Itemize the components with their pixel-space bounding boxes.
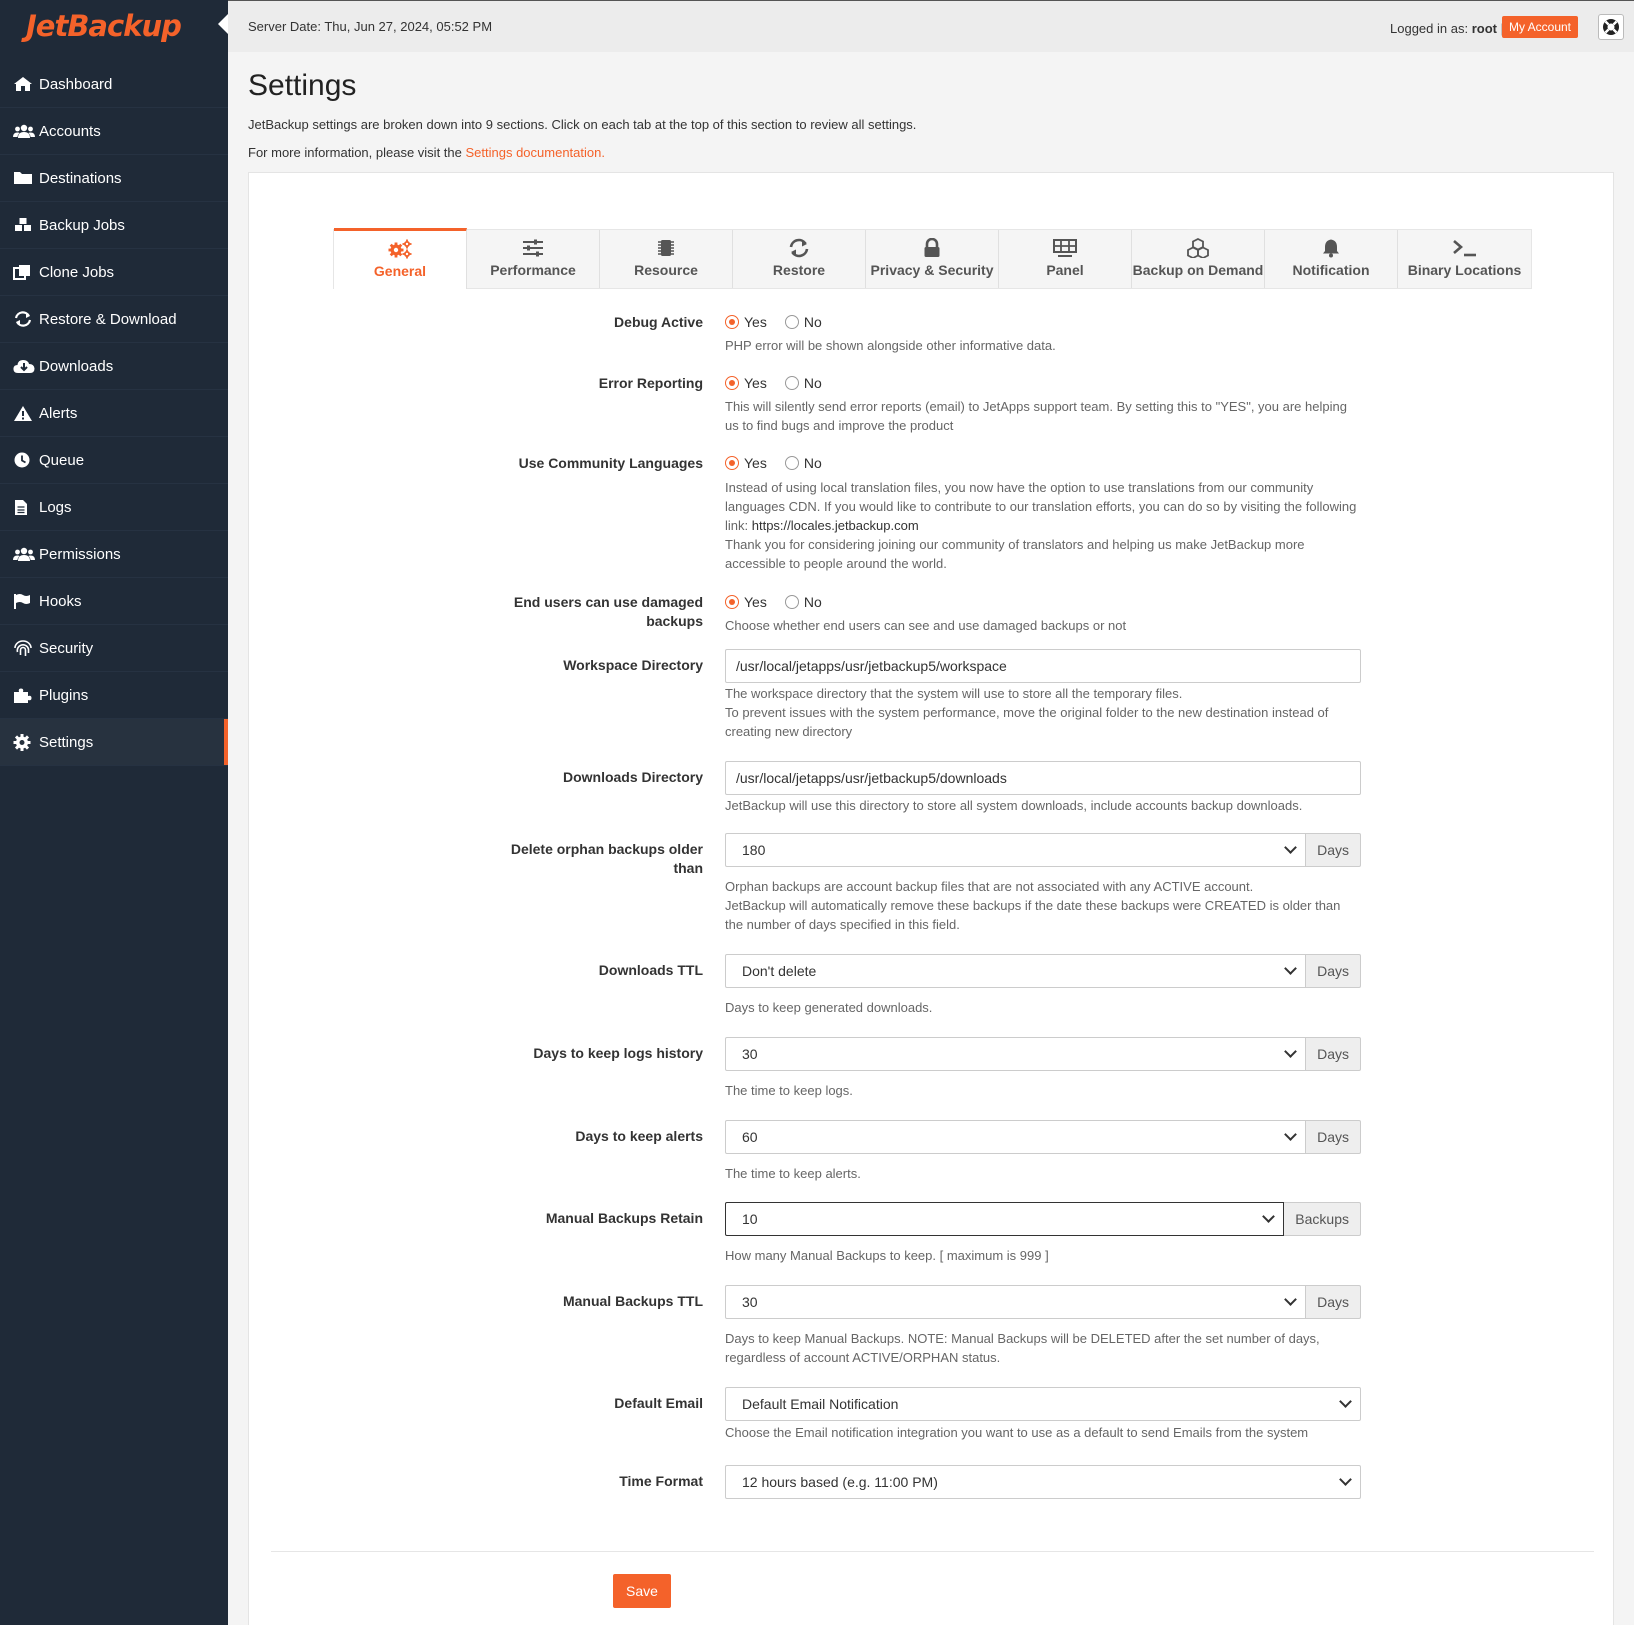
days-addon: Days (1306, 1037, 1361, 1071)
tab-binary-locations[interactable]: Binary Locations (1398, 230, 1531, 288)
workspace-directory-input[interactable]: /usr/local/jetapps/usr/jetbackup5/workspace (725, 649, 1361, 683)
sidebar-item-clone-jobs[interactable]: Clone Jobs (0, 249, 228, 296)
sidebar-item-queue[interactable]: Queue (0, 437, 228, 484)
warning-icon (13, 404, 35, 422)
setting-label: Days to keep alerts (575, 1128, 703, 1144)
tab-panel[interactable]: Panel (999, 230, 1132, 288)
cubes-icon (13, 216, 35, 234)
flag-icon (13, 592, 35, 610)
chevron-down-icon (1284, 841, 1297, 854)
sync-icon (788, 237, 810, 259)
panel-icon (1053, 237, 1077, 259)
setting-help: Days to keep Manual Backups. NOTE: Manual Backups will be DELETED after the set number of days, regardless of account ACTIVE/ORPHAN status. (725, 1331, 1320, 1365)
tab-notification[interactable]: Notification (1265, 230, 1398, 288)
sidebar-item-hooks[interactable]: Hooks (0, 578, 228, 625)
setting-help: JetBackup will use this directory to store all system downloads, include accounts backup downloads. (725, 798, 1303, 813)
community-yes-radio[interactable] (725, 456, 739, 470)
settings-tabs (333, 229, 1532, 289)
tab-general[interactable]: General (334, 228, 467, 289)
sidebar-item-backup-jobs[interactable]: Backup Jobs (0, 202, 228, 249)
cubes-icon (1187, 237, 1209, 259)
orphan-days-select[interactable]: 180 (725, 833, 1306, 867)
setting-help: PHP error will be shown alongside other informative data. (725, 338, 1056, 353)
sidebar-item-settings[interactable]: Settings (0, 719, 228, 766)
chevron-down-icon (1262, 1210, 1275, 1223)
days-addon: Days (1306, 954, 1361, 988)
manual-retain-select[interactable]: 10 (725, 1202, 1284, 1236)
bell-icon (1321, 237, 1341, 259)
server-date: Server Date: Thu, Jun 27, 2024, 05:52 PM (248, 19, 493, 34)
setting-label: Default Email (614, 1395, 703, 1411)
cloud-download-icon (13, 357, 35, 375)
chevron-down-icon (1284, 1128, 1297, 1141)
setting-help: The time to keep logs. (725, 1083, 853, 1098)
backups-addon: Backups (1284, 1202, 1361, 1236)
sliders-icon (522, 237, 544, 259)
clone-icon (13, 263, 35, 281)
setting-label: Workspace Directory (563, 657, 703, 673)
logo[interactable]: JetBackup (26, 9, 181, 43)
users-icon (13, 122, 35, 140)
downloads-directory-input[interactable]: /usr/local/jetapps/usr/jetbackup5/downloads (725, 761, 1361, 795)
error-reporting-no-radio[interactable] (785, 376, 799, 390)
setting-label: Days to keep logs history (533, 1045, 703, 1061)
page-more-info: For more information, please visit the Settings documentation. (248, 145, 605, 160)
error-reporting-yes-radio[interactable] (725, 376, 739, 390)
alerts-keep-select-group (725, 1120, 1361, 1154)
setting-help: Instead of using local translation files, you now have the option to use translations from our community languages CDN. If you would like to contribute to our translation efforts, you can do so by visiting the following link: https://locales.jetbackup.com (725, 480, 1357, 533)
setting-help-thanks: Thank you for considering joining our community of translators and helping us make JetBackup more accessible to people around the world. (725, 537, 1305, 571)
save-button[interactable]: Save (613, 1574, 671, 1608)
alerts-keep-select[interactable]: 60 (725, 1120, 1306, 1154)
setting-help: How many Manual Backups to keep. [ maximum is 999 ] (725, 1248, 1049, 1263)
setting-help: Orphan backups are account backup files that are not associated with any ACTIVE account. (725, 879, 1254, 894)
sidebar-item-accounts[interactable]: Accounts (0, 108, 228, 155)
logged-in-info: Logged in as: root (1390, 21, 1497, 36)
tab-restore[interactable]: Restore (733, 230, 866, 288)
sidebar-item-plugins[interactable]: Plugins (0, 672, 228, 719)
manual-retain-select-group (725, 1202, 1361, 1236)
folder-icon (13, 169, 35, 187)
logs-history-select-group (725, 1037, 1361, 1071)
setting-help: Choose the Email notification integration you want to use as a default to send Emails from the system (725, 1425, 1309, 1440)
setting-help: The workspace directory that the system will use to store all the temporary files. (725, 686, 1183, 701)
debug-no-radio[interactable] (785, 315, 799, 329)
chevron-down-icon (1339, 1473, 1352, 1486)
form-divider (271, 1551, 1594, 1552)
sidebar-collapse-toggle[interactable] (218, 14, 228, 34)
home-icon (13, 75, 35, 93)
debug-radio-group: Yes No (725, 313, 1361, 331)
setting-help-2: JetBackup will automatically remove these backups if the date these backups were CREATED is older than the number of days specified in this field. (725, 898, 1341, 932)
sidebar-item-destinations[interactable]: Destinations (0, 155, 228, 202)
setting-label: Time Format (619, 1473, 703, 1489)
error-reporting-radio-group: Yes No (725, 374, 1361, 392)
sidebar-item-alerts[interactable]: Alerts (0, 390, 228, 437)
tab-backup-on-demand[interactable]: Backup on Demand (1132, 230, 1265, 288)
downloads-ttl-select-group (725, 954, 1361, 988)
support-lifering-icon[interactable] (1598, 14, 1624, 40)
sidebar-item-security[interactable]: Security (0, 625, 228, 672)
damaged-yes-radio[interactable] (725, 595, 739, 609)
sidebar-item-dashboard[interactable]: Dashboard (0, 61, 228, 108)
tab-performance[interactable]: Performance (467, 230, 600, 288)
setting-label: Delete orphan backups older than (510, 841, 703, 876)
sync-icon (13, 310, 35, 328)
setting-label: Manual Backups Retain (545, 1210, 703, 1226)
days-addon: Days (1306, 833, 1361, 867)
logs-history-select[interactable]: 30 (725, 1037, 1306, 1071)
sidebar-nav (0, 61, 228, 766)
setting-label: End users can use damaged backups (513, 594, 703, 629)
chevron-down-icon (1284, 1045, 1297, 1058)
fingerprint-icon (13, 639, 35, 657)
sidebar-item-downloads[interactable]: Downloads (0, 343, 228, 390)
setting-label: Use Community Languages (518, 455, 703, 471)
sidebar (0, 0, 228, 1625)
manual-ttl-select-group (725, 1285, 1361, 1319)
locales-link[interactable]: https://locales.jetbackup.com (751, 518, 919, 533)
gear-icon (13, 733, 35, 751)
setting-label: Error Reporting (598, 375, 703, 391)
chip-icon (655, 237, 677, 259)
gears-icon (387, 238, 413, 260)
tab-resource[interactable]: Resource (600, 230, 733, 288)
default-email-select[interactable]: Default Email Notification (725, 1387, 1361, 1421)
username: root (1471, 21, 1497, 36)
default-email-select-group (725, 1387, 1361, 1421)
puzzle-icon (13, 686, 35, 704)
setting-help: This will silently send error reports (email) to JetApps support team. By setting this to "YES", you are helping us to find bugs and improve the product (725, 399, 1347, 433)
damaged-no-radio[interactable] (785, 595, 799, 609)
chevron-down-icon (1284, 1293, 1297, 1306)
tab-privacy-security[interactable]: Privacy & Security (866, 230, 999, 288)
main-content (228, 52, 1634, 1625)
lock-icon (922, 237, 942, 259)
settings-panel (248, 172, 1614, 1625)
setting-label: Downloads Directory (562, 769, 703, 785)
setting-label: Manual Backups TTL (562, 1293, 703, 1309)
clock-icon (13, 451, 35, 469)
community-radio-group: Yes No (725, 454, 1361, 472)
setting-label: Downloads TTL (598, 962, 703, 978)
manual-ttl-select[interactable]: 30 (725, 1285, 1306, 1319)
page-title: Settings (248, 69, 357, 102)
setting-help-2: To prevent issues with the system performance, move the original folder to the new destination instead of creating new directory (725, 705, 1329, 739)
time-format-select[interactable]: 12 hours based (e.g. 11:00 PM) (725, 1465, 1361, 1499)
days-addon: Days (1306, 1285, 1361, 1319)
damaged-radio-group: Yes No (725, 593, 1361, 611)
users-cog-icon (13, 545, 35, 563)
setting-help: Days to keep generated downloads. (725, 1000, 933, 1015)
my-account-button[interactable]: My Account (1502, 16, 1578, 38)
days-addon: Days (1306, 1120, 1361, 1154)
topbar (228, 0, 1634, 52)
settings-documentation-link[interactable]: Settings documentation. (465, 145, 605, 160)
chevron-down-icon (1284, 962, 1297, 975)
setting-help: The time to keep alerts. (725, 1166, 861, 1181)
file-icon (13, 498, 35, 516)
page-intro: JetBackup settings are broken down into 9 sections. Click on each tab at the top of this section to review all settings. (248, 117, 917, 132)
orphan-select-group (725, 833, 1361, 867)
terminal-icon (1452, 237, 1478, 259)
setting-label: Debug Active (614, 314, 703, 330)
time-format-select-group (725, 1465, 1361, 1499)
downloads-ttl-select[interactable]: Don't delete (725, 954, 1306, 988)
community-no-radio[interactable] (785, 456, 799, 470)
sidebar-item-restore-download[interactable]: Restore & Download (0, 296, 228, 343)
debug-yes-radio[interactable] (725, 315, 739, 329)
sidebar-item-logs[interactable]: Logs (0, 484, 228, 531)
setting-help: Choose whether end users can see and use damaged backups or not (725, 618, 1127, 633)
sidebar-item-permissions[interactable]: Permissions (0, 531, 228, 578)
chevron-down-icon (1339, 1395, 1352, 1408)
